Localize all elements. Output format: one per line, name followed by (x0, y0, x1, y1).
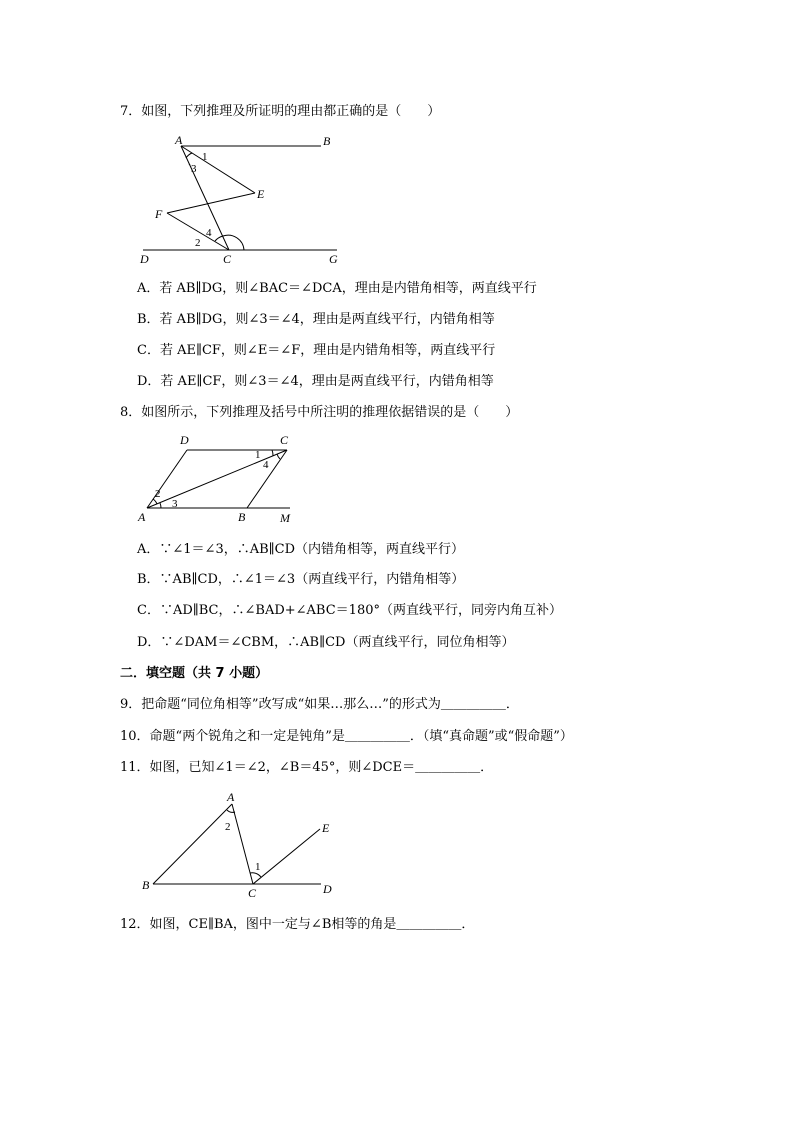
q7-label-C: C (223, 252, 232, 266)
q7-label-F: F (155, 207, 163, 221)
q7-label-G: G (329, 252, 338, 266)
q7-angle-1: 1 (202, 151, 208, 163)
q8-option-b: B．∵AB∥CD，∴∠1＝∠3（两直线平行，内错角相等） (137, 572, 465, 587)
q7-label-B: B (323, 134, 331, 148)
q8-figure (135, 432, 305, 527)
q8-label-C: C (280, 433, 289, 447)
q7-option-d: D．若 AE∥CF，则∠3＝∠4，理由是两直线平行，内错角相等 (137, 374, 494, 389)
q8-option-a: A．∵∠1＝∠3，∴AB∥CD（内错角相等，两直线平行） (137, 542, 465, 557)
q8-angle-2: 2 (155, 488, 161, 500)
q11-angle-2: 2 (225, 821, 231, 833)
q11-label-B: B (142, 878, 150, 892)
q11-label-C: C (248, 886, 257, 900)
q11-angle-1: 1 (255, 861, 261, 873)
q8-angle-4: 4 (263, 459, 269, 471)
q7-option-c: C．若 AE∥CF，则∠E＝∠F，理由是内错角相等，两直线平行 (137, 343, 496, 358)
q7-option-b: B．若 AB∥DG，则∠3＝∠4，理由是两直线平行，内错角相等 (137, 312, 495, 327)
q8-stem: 8．如图所示，下列推理及括号中所注明的推理依据错误的是（ ） (120, 405, 519, 420)
q8-label-D: D (180, 433, 189, 447)
q7-angle-4: 4 (206, 227, 212, 239)
section-heading: 二．填空题（共 7 小题） (120, 666, 269, 681)
q8-label-M: M (280, 511, 290, 525)
q11-label-A: A (227, 790, 235, 804)
q8-angle-3: 3 (172, 498, 178, 510)
q8-angle-1: 1 (255, 449, 261, 461)
q7-figure (135, 132, 350, 267)
q7-stem: 7．如图，下列推理及所证明的理由都正确的是（ ） (120, 104, 441, 119)
q10-text: 10．命题“两个锐角之和一定是钝角”是＿＿＿＿＿．（填“真命题”或“假命题”） (120, 729, 573, 744)
q7-option-a: A．若 AB∥DG，则∠BAC＝∠DCA，理由是内错角相等，两直线平行 (137, 281, 537, 296)
q8-option-d: D．∵∠DAM＝∠CBM，∴AB∥CD（两直线平行，同位角相等） (137, 635, 515, 650)
q11-label-D: D (323, 882, 332, 896)
q11-figure (135, 788, 340, 898)
q12-text: 12．如图，CE∥BA，图中一定与∠B相等的角是＿＿＿＿＿． (120, 917, 475, 932)
q8-label-A: A (138, 510, 146, 524)
q8-label-B: B (238, 510, 246, 524)
q7-label-A: A (175, 133, 183, 147)
q11-label-E: E (322, 821, 330, 835)
q9-text: 9．把命题“同位角相等”改写成“如果…那么…”的形式为＿＿＿＿＿． (120, 697, 519, 712)
q7-angle-3: 3 (191, 163, 197, 175)
q7-angle-2: 2 (195, 237, 201, 249)
q7-label-D: D (140, 252, 149, 266)
q11-stem: 11．如图，已知∠1＝∠2，∠B＝45°，则∠DCE＝＿＿＿＿＿． (120, 760, 494, 775)
q7-label-E: E (257, 187, 265, 201)
q8-option-c: C．∵AD∥BC，∴∠BAD+∠ABC＝180°（两直线平行，同旁内角互补） (137, 603, 562, 618)
